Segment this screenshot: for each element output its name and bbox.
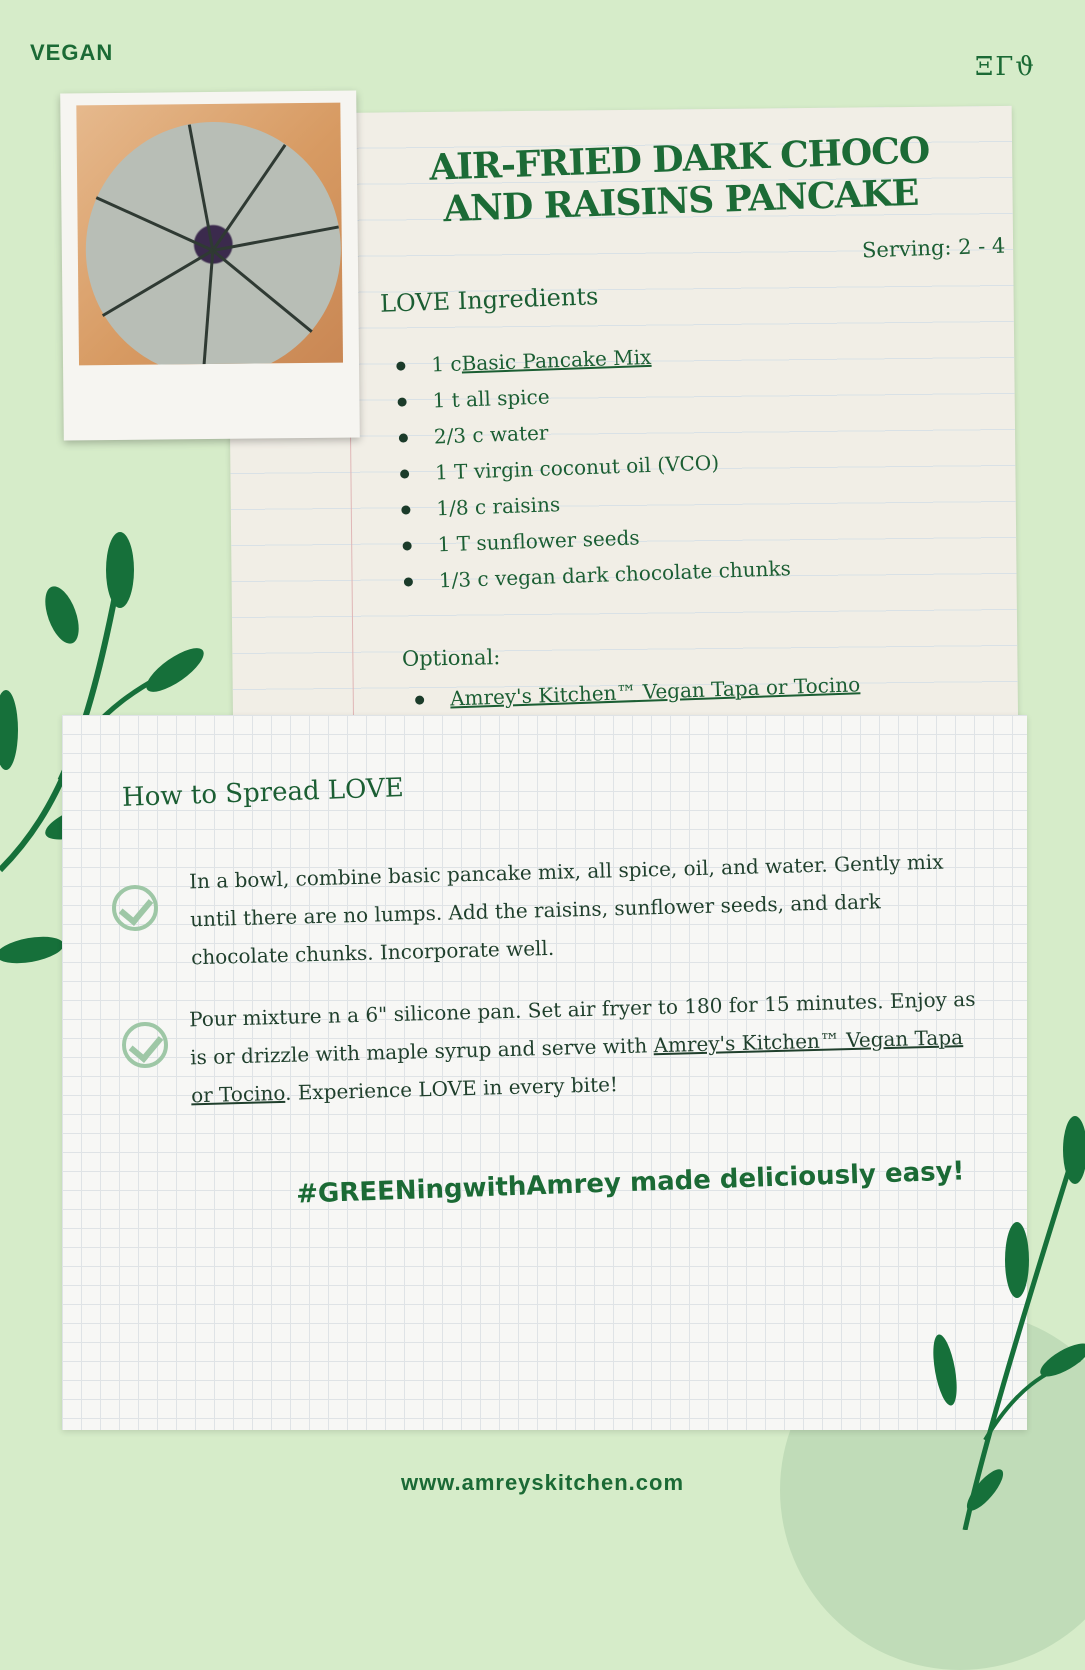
list-item: 1 t all spice [397,368,838,419]
basic-pancake-mix-link[interactable]: Basic Pancake Mix [461,344,652,376]
check-icon [112,885,158,931]
recipe-title: AIR-FRIED DARK CHOCO AND RAISINS PANCAKE [428,129,930,231]
bullet-icon [404,577,413,586]
ingredient-list [396,332,845,599]
pancake-photo-frame [60,90,360,440]
vegan-tag: VEGAN [30,40,114,65]
website-url[interactable]: www.amreyskitchen.com [400,1470,685,1495]
bullet-icon [396,361,405,370]
step-2-text: Pour mixture n a 6" silicone pan. Set air fryer to 180 for 15 minutes. Enjoy as is or drizzle with maple syrup and serve with Amrey's Kitchen™ Vegan Tapa or Tocino. Experience LOVE in every bite! [188,986,976,1108]
list-item: 1/3 c vegan dark chocolate chunks [403,548,844,599]
bullet-icon [415,695,424,704]
bullet-icon [401,505,410,514]
serving-size: Serving: 2 - 4 [861,233,1006,263]
list-item: 2/3 c water [398,404,839,455]
step-1-text: In a bowl, combine basic pancake mix, all spice, oil, and water. Gently mix until there are no lumps. Add the raisins, sunflower seeds, and dark chocolate chunks. Incorporate well. [188,849,944,970]
list-item: 1/8 c raisins [401,476,842,527]
list-item: 1 T sunflower seeds [402,512,843,563]
vegan-tapa-link[interactable]: Amrey's Kitchen™ Vegan Tapa or Tocino [449,672,861,711]
brand-logo: ΞΓϑ [975,52,1036,82]
bullet-icon [400,469,409,478]
vegan-tapa-link[interactable]: Amrey's Kitchen™ Vegan Tapa or Tocino [190,1025,964,1108]
list-item: 1 T virgin coconut oil (VCO) [400,440,841,491]
list-item: 1 c Basic Pancake Mix [396,332,837,383]
ingredients-heading: LOVE Ingredients [379,282,599,318]
bullet-icon [402,541,411,550]
bullet-icon [397,397,406,406]
optional-heading: Optional: [401,645,501,671]
pancake-image [85,121,343,366]
leaf-branch-right-icon [925,1110,1085,1530]
hashtag-text: #GREENingwithAmrey made deliciously easy! [295,1156,965,1210]
bullet-icon [399,433,408,442]
check-icon [122,1022,168,1068]
how-to-heading: How to Spread LOVE [121,773,405,813]
pancake-photo [76,103,343,366]
